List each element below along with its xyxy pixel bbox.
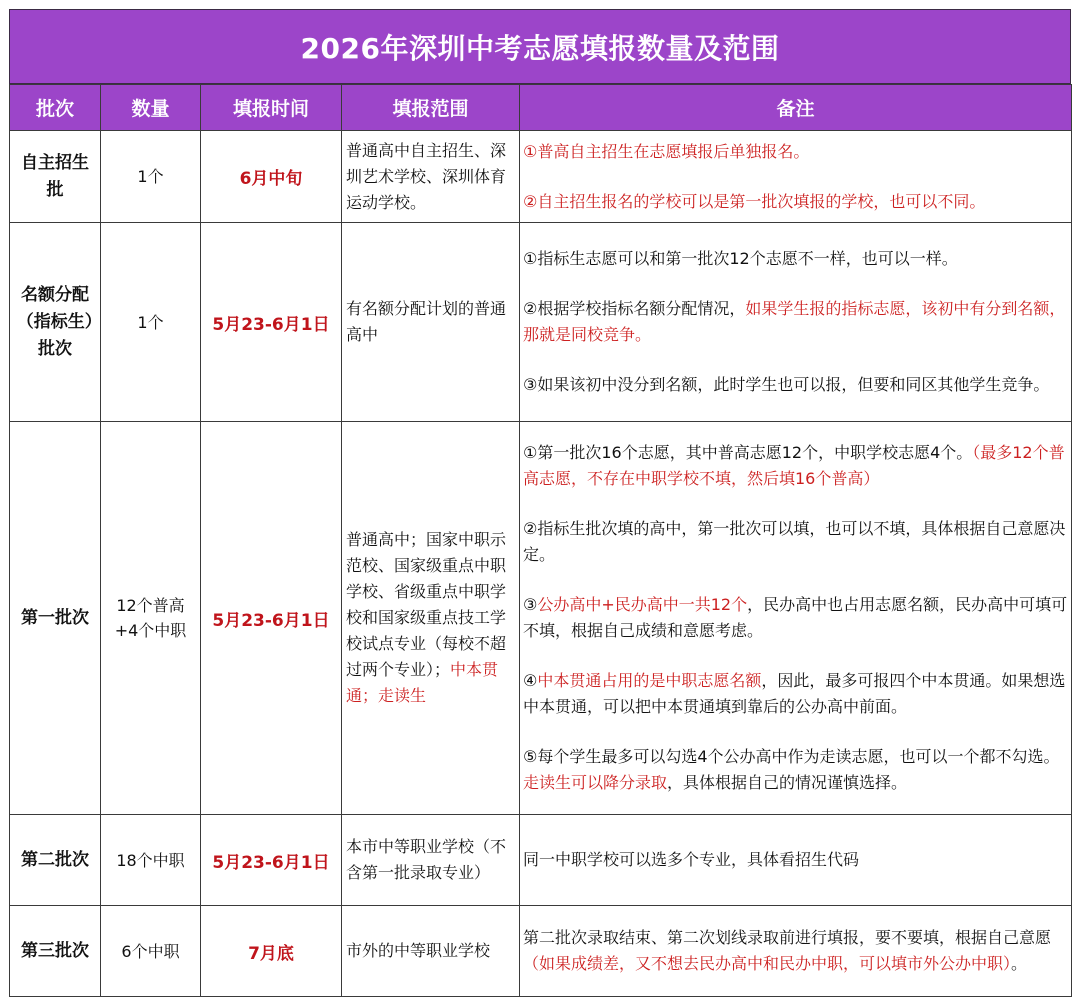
- table-row: [10, 131, 1072, 223]
- batch-cell: 第三批次: [10, 906, 101, 997]
- note-para: ⑤每个学生最多可以勾选4个公办高中作为走读志愿，也可以一个都不勾选。走读生可以降分录取，具体根据自己的情况谨慎选择。: [523, 747, 1060, 792]
- scope-cell: 普通高中自主招生、深圳艺术学校、深圳体育运动学校。: [342, 131, 520, 223]
- notes-cell: [520, 906, 1072, 997]
- note-para: 同一中职学校可以选多个专业，具体看招生代码: [523, 850, 860, 869]
- count-cell: 6个中职: [101, 906, 201, 997]
- scope-highlight: 中本贯通；走读生: [346, 660, 499, 705]
- time-cell: 7月底: [201, 906, 342, 997]
- notes-cell: [520, 422, 1072, 815]
- table-row: [10, 422, 1072, 815]
- header-batch: 批次: [10, 85, 101, 131]
- count-cell: 1个: [101, 131, 201, 223]
- count-cell: 18个中职: [101, 815, 201, 906]
- note-para: ①指标生志愿可以和第一批次12个志愿不一样，也可以一样。: [523, 249, 958, 268]
- time-cell: 5月23-6月1日: [201, 223, 342, 422]
- header-time: 填报时间: [201, 85, 342, 131]
- batch-cell: 第一批次: [10, 422, 101, 815]
- scope-cell: 本市中等职业学校（不含第一批录取专业）: [342, 815, 520, 906]
- note-highlight: 如果学生报的指标志愿，该初中有分到名额，那就是同校竞争。: [523, 299, 1066, 344]
- batch-cell: 自主招生批: [10, 131, 101, 223]
- note-para: ④中本贯通占用的是中职志愿名额，因此，最多可报四个中本贯通。如果想选中本贯通，可以把中本贯通填到靠后的公办高中前面。: [523, 671, 1066, 716]
- notes-cell: [520, 223, 1072, 422]
- count-cell: 1个: [101, 223, 201, 422]
- note-para: ②自主招生报名的学校可以是第一批次填报的学校，也可以不同。: [523, 191, 986, 211]
- header-scope: 填报范围: [342, 85, 520, 131]
- note-para: ①普高自主招生在志愿填报后单独报名。: [523, 141, 810, 161]
- scope-cell: 有名额分配计划的普通高中: [342, 223, 520, 422]
- notes-cell: [520, 815, 1072, 906]
- time-cell: 5月23-6月1日: [201, 815, 342, 906]
- note-highlight: 中本贯通占用的是中职志愿名额: [537, 671, 762, 690]
- notes-cell: [520, 131, 1072, 223]
- scope-cell: 市外的中等职业学校: [342, 906, 520, 997]
- note-para: ③如果该初中没分到名额，此时学生也可以报，但要和同区其他学生竞争。: [523, 375, 1050, 394]
- header-notes: 备注: [520, 85, 1072, 131]
- note-para: ②指标生批次填的高中，第一批次可以填，也可以不填，具体根据自己意愿决定。: [523, 519, 1066, 564]
- batch-table: [9, 84, 1072, 997]
- table-row: [10, 223, 1072, 422]
- sheet-title: 2026年深圳中考志愿填报数量及范围: [9, 9, 1071, 84]
- batch-cell: 第二批次: [10, 815, 101, 906]
- note-para: ①第一批次16个志愿，其中普高志愿12个，中职学校志愿4个。（最多12个普高志愿，不存在中职学校不填，然后填16个普高）: [523, 443, 1065, 488]
- note-highlight: 走读生可以降分录取: [523, 773, 668, 792]
- header-count: 数量: [101, 85, 201, 131]
- time-cell: 5月23-6月1日: [201, 422, 342, 815]
- count-cell: 12个普高 +4个中职: [101, 422, 201, 815]
- note-highlight: （如果成绩差，又不想去民办高中和民办中职，可以填市外公办中职）: [523, 954, 1012, 973]
- note-para: ②根据学校指标名额分配情况，如果学生报的指标志愿，该初中有分到名额，那就是同校竞争。: [523, 299, 1066, 344]
- note-para: 第二批次录取结束、第二次划线录取前进行填报，要不要填，根据自己意愿（如果成绩差，又不想去民办高中和民办中职，可以填市外公办中职）。: [523, 928, 1052, 973]
- note-highlight: 公办高中+民办高中一共12个: [537, 595, 748, 614]
- note-para: ③公办高中+民办高中一共12个，民办高中也占用志愿名额，民办高中可填可不填，根据自己成绩和意愿考虑。: [523, 595, 1068, 640]
- batch-cell: 名额分配（指标生）批次: [10, 223, 101, 422]
- time-cell: 6月中旬: [201, 131, 342, 223]
- enrollment-sheet: [9, 9, 1071, 998]
- scope-cell: 普通高中；国家中职示范校、国家级重点中职学校、省级重点中职学校和国家级重点技工学校试点专业（每校不超过两个专业）；中本贯通；走读生: [342, 422, 520, 815]
- table-header-row: [10, 85, 1072, 131]
- note-highlight: （最多12个普高志愿，不存在中职学校不填，然后填16个普高）: [523, 443, 1065, 488]
- table-row: [10, 815, 1072, 906]
- table-row: [10, 906, 1072, 997]
